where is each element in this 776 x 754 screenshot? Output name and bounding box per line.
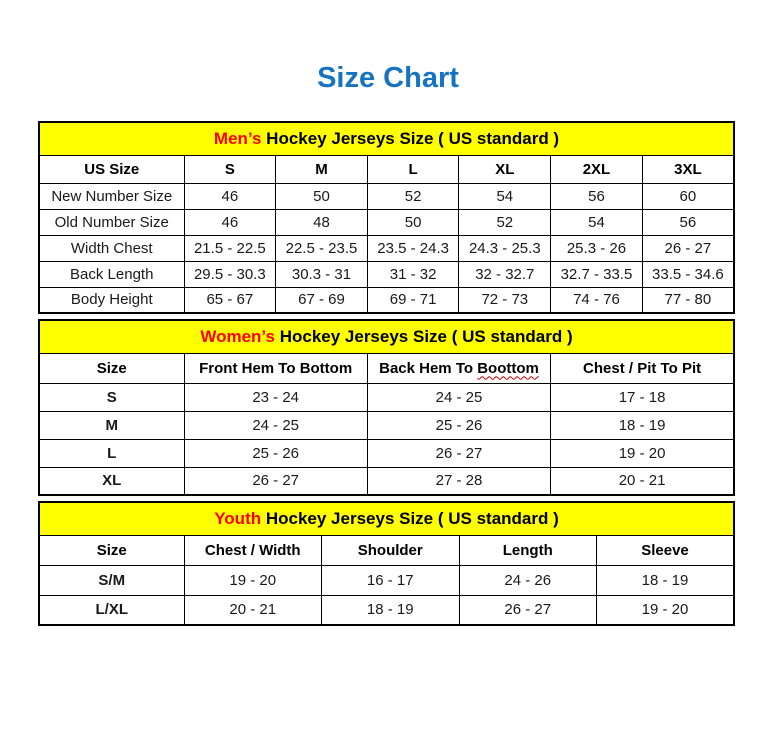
mens-size-table bbox=[38, 121, 735, 314]
table-row bbox=[39, 209, 734, 235]
size-cell: 74 - 76 bbox=[551, 287, 643, 313]
page-title: Size Chart bbox=[317, 62, 459, 94]
size-cell: 24 - 25 bbox=[184, 411, 367, 439]
size-cell: 23 - 24 bbox=[184, 383, 367, 411]
size-chart-tables bbox=[38, 121, 735, 626]
size-cell: 24 - 25 bbox=[367, 383, 550, 411]
size-cell: 77 - 80 bbox=[642, 287, 734, 313]
column-header: Length bbox=[459, 535, 597, 565]
size-cell: 54 bbox=[459, 183, 551, 209]
column-header: US Size bbox=[39, 155, 184, 183]
row-label: L bbox=[39, 439, 184, 467]
size-cell: 46 bbox=[184, 209, 276, 235]
column-header: Back Hem To Boottom bbox=[367, 353, 550, 383]
size-cell: 19 - 20 bbox=[551, 439, 734, 467]
size-cell: 20 - 21 bbox=[184, 595, 322, 625]
size-cell: 67 - 69 bbox=[276, 287, 368, 313]
size-cell: 54 bbox=[551, 209, 643, 235]
row-label: XL bbox=[39, 467, 184, 495]
row-label: Body Height bbox=[39, 287, 184, 313]
section-title-highlight: Youth bbox=[214, 508, 262, 528]
size-cell: 21.5 - 22.5 bbox=[184, 235, 276, 261]
size-cell: 16 - 17 bbox=[322, 565, 460, 595]
size-cell: 31 - 32 bbox=[367, 261, 459, 287]
size-cell: 26 - 27 bbox=[184, 467, 367, 495]
size-cell: 30.3 - 31 bbox=[276, 261, 368, 287]
column-header: XL bbox=[459, 155, 551, 183]
size-cell: 17 - 18 bbox=[551, 383, 734, 411]
table-row bbox=[39, 595, 734, 625]
youth-header-row bbox=[39, 535, 734, 565]
table-row bbox=[39, 565, 734, 595]
size-cell: 60 bbox=[642, 183, 734, 209]
row-label: Old Number Size bbox=[39, 209, 184, 235]
size-cell: 19 - 20 bbox=[597, 595, 735, 625]
size-cell: 18 - 19 bbox=[597, 565, 735, 595]
column-header: L bbox=[367, 155, 459, 183]
size-cell: 72 - 73 bbox=[459, 287, 551, 313]
size-cell: 32.7 - 33.5 bbox=[551, 261, 643, 287]
row-label: S bbox=[39, 383, 184, 411]
column-header: Size bbox=[39, 535, 184, 565]
table-row bbox=[39, 235, 734, 261]
size-cell: 24.3 - 25.3 bbox=[459, 235, 551, 261]
mens-section-title: Men’s Hockey Jerseys Size ( US standard ) bbox=[39, 122, 734, 155]
size-cell: 46 bbox=[184, 183, 276, 209]
size-cell: 56 bbox=[551, 183, 643, 209]
column-header: Shoulder bbox=[322, 535, 460, 565]
row-label: Width Chest bbox=[39, 235, 184, 261]
row-label: S/M bbox=[39, 565, 184, 595]
womens-section-title: Women’s Hockey Jerseys Size ( US standard ) bbox=[39, 320, 734, 353]
size-cell: 33.5 - 34.6 bbox=[642, 261, 734, 287]
size-cell: 29.5 - 30.3 bbox=[184, 261, 276, 287]
size-cell: 25 - 26 bbox=[184, 439, 367, 467]
column-header: Sleeve bbox=[597, 535, 735, 565]
womens-header-row bbox=[39, 353, 734, 383]
size-cell: 50 bbox=[367, 209, 459, 235]
mens-band-row bbox=[39, 122, 734, 155]
table-row bbox=[39, 383, 734, 411]
size-cell: 24 - 26 bbox=[459, 565, 597, 595]
column-header: Chest / Width bbox=[184, 535, 322, 565]
youth-band-row bbox=[39, 502, 734, 535]
section-title-highlight: Women’s bbox=[200, 326, 275, 346]
size-cell: 22.5 - 23.5 bbox=[276, 235, 368, 261]
size-cell: 26 - 27 bbox=[367, 439, 550, 467]
size-cell: 65 - 67 bbox=[184, 287, 276, 313]
size-cell: 25.3 - 26 bbox=[551, 235, 643, 261]
column-header: Size bbox=[39, 353, 184, 383]
size-cell: 23.5 - 24.3 bbox=[367, 235, 459, 261]
youth-section-title: Youth Hockey Jerseys Size ( US standard ) bbox=[39, 502, 734, 535]
row-label: L/XL bbox=[39, 595, 184, 625]
row-label: Back Length bbox=[39, 261, 184, 287]
column-header: M bbox=[276, 155, 368, 183]
table-row bbox=[39, 411, 734, 439]
column-header: Chest / Pit To Pit bbox=[551, 353, 734, 383]
size-cell: 52 bbox=[367, 183, 459, 209]
misspelled-word: Boottom bbox=[477, 359, 539, 377]
womens-size-table bbox=[38, 319, 735, 496]
size-cell: 26 - 27 bbox=[642, 235, 734, 261]
size-cell: 20 - 21 bbox=[551, 467, 734, 495]
section-title-highlight: Men’s bbox=[213, 128, 262, 148]
size-cell: 48 bbox=[276, 209, 368, 235]
table-row bbox=[39, 439, 734, 467]
column-header: Front Hem To Bottom bbox=[184, 353, 367, 383]
size-cell: 50 bbox=[276, 183, 368, 209]
mens-header-row bbox=[39, 155, 734, 183]
size-cell: 19 - 20 bbox=[184, 565, 322, 595]
size-cell: 25 - 26 bbox=[367, 411, 550, 439]
table-row bbox=[39, 183, 734, 209]
size-cell: 56 bbox=[642, 209, 734, 235]
size-cell: 32 - 32.7 bbox=[459, 261, 551, 287]
column-header: S bbox=[184, 155, 276, 183]
table-row bbox=[39, 467, 734, 495]
size-cell: 52 bbox=[459, 209, 551, 235]
table-row bbox=[39, 261, 734, 287]
column-header: 3XL bbox=[642, 155, 734, 183]
youth-size-table bbox=[38, 501, 735, 626]
row-label: New Number Size bbox=[39, 183, 184, 209]
row-label: M bbox=[39, 411, 184, 439]
size-cell: 18 - 19 bbox=[322, 595, 460, 625]
column-header: 2XL bbox=[551, 155, 643, 183]
size-cell: 69 - 71 bbox=[367, 287, 459, 313]
size-cell: 27 - 28 bbox=[367, 467, 550, 495]
size-cell: 26 - 27 bbox=[459, 595, 597, 625]
size-cell: 18 - 19 bbox=[551, 411, 734, 439]
womens-band-row bbox=[39, 320, 734, 353]
table-row bbox=[39, 287, 734, 313]
